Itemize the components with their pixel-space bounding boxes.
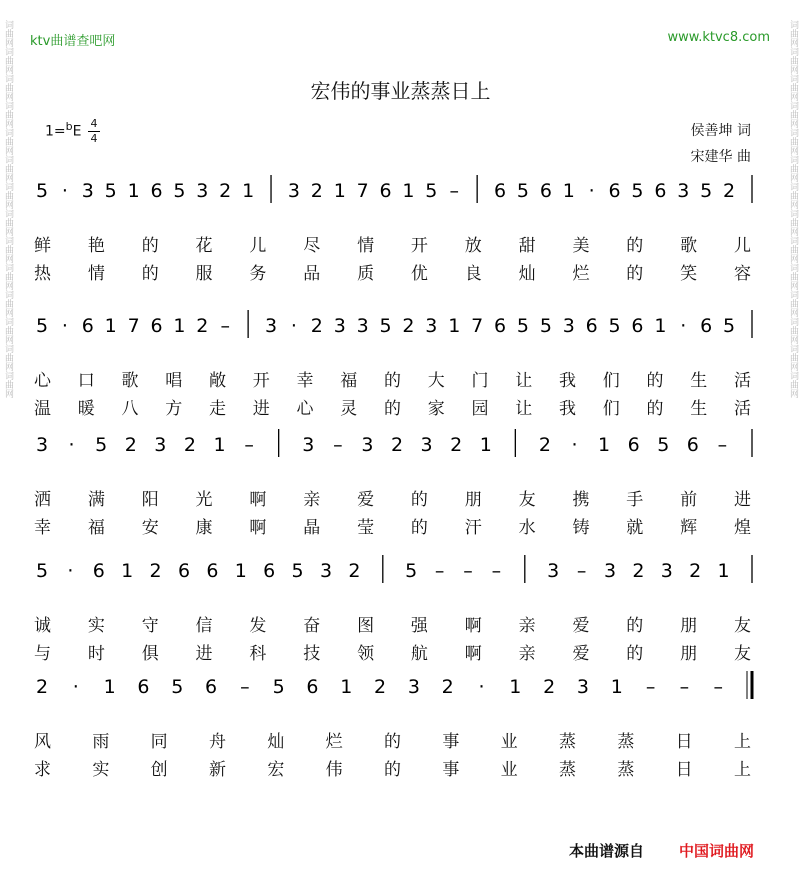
note: –: [463, 560, 473, 582]
note: –: [713, 676, 723, 698]
note: 6: [205, 676, 218, 698]
lyric-char: 业: [500, 760, 518, 780]
note: –: [679, 676, 690, 698]
note: 5: [608, 315, 621, 337]
note: 3: [677, 180, 690, 202]
note: 2: [374, 676, 387, 698]
note: 2: [310, 180, 323, 202]
lyric-char: 活: [734, 371, 751, 391]
note: 2: [390, 434, 404, 456]
lyric-char: 的: [626, 264, 644, 284]
lyric-char: 强: [410, 616, 428, 636]
note: 2: [723, 180, 736, 202]
song-title: 宏伟的事业蒸蒸日上: [310, 79, 491, 103]
lyric-char: 生: [690, 399, 708, 419]
lyric-char: 的: [646, 399, 664, 419]
lyric-char: 创: [150, 760, 168, 780]
lyric-char: 的: [410, 518, 428, 538]
lyric-char: 朋: [680, 644, 698, 664]
note: 5: [405, 560, 418, 582]
lyric-char: 奋: [303, 616, 321, 636]
note: 3: [319, 560, 333, 582]
note: 5: [539, 315, 552, 337]
note: 6: [150, 315, 163, 337]
lyric-char: 安: [141, 518, 159, 538]
note: 3: [356, 315, 369, 337]
note: –: [240, 676, 250, 698]
note: 3: [562, 315, 575, 337]
note: 2: [632, 560, 645, 582]
note: 5: [171, 676, 184, 698]
lyric-char: 灿: [267, 732, 285, 752]
lyric-char: 的: [646, 371, 664, 391]
lyric-char: 啊: [249, 490, 267, 510]
lyric-char: 前: [680, 490, 698, 510]
site-name-left: ktv曲谱查吧网: [30, 34, 116, 49]
lyric-char: 我: [559, 399, 576, 419]
note: 1: [121, 560, 134, 582]
lyric-char: 容: [734, 264, 751, 284]
note: 2: [183, 434, 196, 456]
lyric-char: 活: [734, 399, 751, 419]
lyric-char: 阳: [141, 490, 159, 510]
note: 6: [700, 315, 713, 337]
note: 3: [81, 180, 94, 202]
lyric-char: 的: [141, 264, 159, 284]
note: ·: [72, 676, 79, 698]
lyric-char: 进: [195, 644, 213, 664]
lyric-char: 朋: [680, 616, 698, 636]
time-signature: 4 4: [88, 118, 100, 145]
lyric-char: 的: [384, 399, 401, 419]
lyric-char: 走: [209, 399, 226, 419]
note: 1: [333, 180, 346, 202]
lyric-char: 亲: [303, 490, 321, 510]
note: 1: [448, 315, 461, 337]
lyric-char: 朋: [464, 490, 482, 510]
note: 6: [631, 315, 644, 337]
lyric-char: 新: [209, 760, 226, 780]
lyric-char: 园: [471, 399, 489, 419]
note: –: [244, 434, 254, 456]
lyric-char: 莹: [357, 518, 375, 538]
note: 5: [35, 180, 49, 202]
lyric-char: 情: [87, 264, 105, 284]
note: 5: [173, 180, 186, 202]
lyric-char: 满: [87, 490, 105, 510]
note: 5: [272, 676, 285, 698]
lyric-char: 生: [690, 371, 708, 391]
note: 6: [150, 180, 163, 202]
lyric-char: 口: [77, 371, 95, 391]
note: 1: [127, 180, 140, 202]
lyric-char: 歌: [121, 371, 139, 391]
lyric-char: 诚: [34, 616, 51, 636]
note: 5: [35, 315, 49, 337]
lyric-char: 图: [357, 616, 375, 636]
note: 3: [302, 434, 315, 456]
note: 2: [124, 434, 137, 456]
lyric-char: 美: [572, 236, 590, 256]
lyric-char: 甜: [518, 236, 536, 256]
note: 3: [603, 560, 617, 582]
note: 6: [686, 434, 699, 456]
lyric-char: 啊: [464, 644, 482, 664]
lyric-char: 质: [357, 264, 375, 284]
note: 5: [516, 315, 530, 337]
note: 6: [92, 560, 105, 582]
note: 6: [539, 180, 552, 202]
note: 5: [723, 315, 736, 337]
note: 1: [479, 434, 492, 456]
lyric-char: 事: [442, 732, 460, 752]
note: ·: [571, 434, 578, 456]
note: 1: [173, 315, 186, 337]
lyric-char: 烂: [325, 732, 343, 752]
lyric-char: 福: [340, 371, 358, 391]
note: 7: [471, 315, 484, 337]
lyric-char: 业: [500, 732, 518, 752]
lyric-char: 的: [626, 616, 644, 636]
lyric-char: 领: [357, 644, 375, 664]
lyric-char: 方: [165, 399, 183, 419]
note: 3: [154, 434, 167, 456]
lyric-char: 开: [410, 236, 428, 256]
note: 1: [104, 315, 117, 337]
lyric-char: 的: [626, 644, 644, 664]
lyric-char: 的: [384, 760, 401, 780]
lyric-char: 良: [464, 264, 482, 284]
note: 5: [631, 180, 644, 202]
lyric-char: 热: [34, 264, 51, 284]
lyric-char: 亲: [518, 644, 536, 664]
lyric-char: 汗: [464, 518, 482, 538]
lyric-char: 航: [410, 644, 428, 664]
note: 6: [627, 434, 640, 456]
note: 6: [654, 180, 667, 202]
lyric-char: 煌: [734, 518, 751, 538]
lyric-char: 辉: [680, 518, 698, 538]
lyric-char: 日: [675, 760, 693, 780]
lyric-char: 烂: [572, 264, 590, 284]
lyric-char: 花: [195, 236, 213, 256]
note: 2: [689, 560, 702, 582]
lyric-char: 时: [87, 644, 105, 664]
lyric-char: 啊: [464, 616, 482, 636]
lyric-char: 手: [626, 490, 644, 510]
note: 5: [35, 560, 49, 582]
note: 6: [379, 180, 392, 202]
lyricist-credit: 侯善坤 词: [690, 123, 751, 139]
lyric-char: 爱: [357, 490, 375, 510]
lyric-char: 友: [734, 644, 751, 664]
lyric-char: 务: [249, 264, 267, 284]
lyric-char: 歌: [680, 236, 698, 256]
lyric-char: 心: [34, 371, 51, 391]
lyric-char: 携: [572, 490, 590, 510]
note: 3: [576, 676, 589, 698]
lyric-char: 风: [34, 732, 51, 752]
note: –: [576, 560, 587, 582]
note: 2: [538, 434, 551, 456]
lyric-char: 实: [92, 760, 110, 780]
note: 3: [35, 434, 49, 456]
note: 1: [654, 315, 667, 337]
lyric-char: 儿: [249, 236, 267, 256]
lyric-char: 上: [734, 732, 751, 752]
lyric-char: 门: [471, 371, 489, 391]
note: 3: [264, 315, 278, 337]
note: 6: [494, 315, 507, 337]
note: 6: [585, 315, 598, 337]
lyric-char: 让: [515, 371, 533, 391]
lyric-char: 友: [734, 616, 751, 636]
note: ·: [67, 560, 74, 582]
note: 3: [333, 315, 346, 337]
source-label: 本曲谱源自: [569, 842, 645, 860]
lyric-char: 幸: [34, 518, 51, 538]
lyric-char: 灵: [340, 399, 358, 419]
note: 1: [340, 676, 353, 698]
lyric-char: 鲜: [34, 236, 51, 256]
note: 1: [509, 676, 522, 698]
note: 6: [494, 180, 507, 202]
lyric-char: 与: [34, 644, 51, 664]
lyric-char: 洒: [34, 490, 51, 510]
note: 5: [291, 560, 304, 582]
note: 3: [361, 434, 374, 456]
note: 2: [310, 315, 323, 337]
note: 2: [35, 676, 49, 698]
lyric-char: 的: [410, 490, 428, 510]
lyric-char: 暖: [77, 399, 95, 419]
note: –: [449, 180, 460, 202]
lyric-char: 情: [357, 236, 375, 256]
note: ·: [588, 180, 595, 202]
note: ·: [290, 315, 297, 337]
note: 7: [127, 315, 140, 337]
lyric-char: 开: [252, 371, 270, 391]
lyric-char: 就: [626, 518, 644, 538]
note: 6: [263, 560, 276, 582]
lyric-char: 艳: [87, 236, 105, 256]
lyric-char: 家: [427, 399, 445, 419]
lyric-char: 伟: [325, 760, 343, 780]
lyric-char: 儿: [734, 236, 751, 256]
note: 1: [598, 434, 611, 456]
right-watermark-strip: 词曲网词曲网词曲网词曲网词曲网词曲网词曲网词曲网词曲网词曲网词曲网词曲网词曲网词曲网: [788, 20, 798, 398]
note: 2: [219, 180, 232, 202]
lyric-char: 的: [141, 236, 159, 256]
lyric-char: 优: [410, 264, 428, 284]
lyric-char: 的: [384, 371, 401, 391]
lyric-char: 晶: [303, 518, 321, 538]
note: 2: [402, 315, 415, 337]
lyric-char: 让: [515, 399, 533, 419]
lyric-char: 的: [384, 732, 401, 752]
lyric-char: 品: [303, 264, 321, 284]
note: 5: [379, 315, 392, 337]
note: 1: [402, 180, 415, 202]
note: 3: [287, 180, 300, 202]
lyric-char: 水: [518, 518, 536, 538]
lyric-char: 实: [87, 616, 105, 636]
lyric-char: 铸: [572, 518, 590, 538]
note: 1: [562, 180, 575, 202]
note: 5: [657, 434, 670, 456]
lyric-char: 服: [195, 264, 213, 284]
lyric-char: 蒸: [559, 732, 576, 752]
note: 6: [306, 676, 319, 698]
lyric-char: 灿: [518, 264, 536, 284]
note: 7: [356, 180, 369, 202]
note: ·: [61, 180, 68, 202]
note: 5: [95, 434, 108, 456]
note: 1: [717, 560, 730, 582]
lyric-char: 笑: [680, 264, 698, 284]
note: 1: [213, 434, 226, 456]
note: 3: [196, 180, 209, 202]
lyric-char: 蒸: [617, 760, 635, 780]
left-watermark-strip: 词曲网词曲网词曲网词曲网词曲网词曲网词曲网词曲网词曲网词曲网词曲网词曲网词曲网词曲网: [3, 20, 13, 398]
note: 3: [420, 434, 433, 456]
lyric-char: 心: [296, 399, 314, 419]
lyric-char: 光: [195, 490, 213, 510]
note: 3: [547, 560, 560, 582]
lyric-char: 亲: [518, 616, 536, 636]
note: ·: [478, 676, 485, 698]
note: 1: [242, 180, 255, 202]
lyric-char: 雨: [92, 732, 110, 752]
lyric-char: 求: [34, 760, 51, 780]
lyric-char: 蒸: [617, 732, 635, 752]
note: –: [491, 560, 502, 582]
lyric-char: 的: [626, 236, 644, 256]
lyric-char: 尽: [303, 236, 321, 256]
lyric-char: 们: [602, 371, 620, 391]
note: 5: [516, 180, 530, 202]
note: –: [333, 434, 343, 456]
lyric-char: 啊: [249, 518, 267, 538]
lyric-char: 康: [195, 518, 213, 538]
note: 2: [196, 315, 209, 337]
lyric-char: 爱: [572, 616, 590, 636]
note: 1: [610, 676, 623, 698]
note: ·: [61, 315, 68, 337]
lyric-char: 爱: [572, 644, 590, 664]
lyric-char: 八: [121, 399, 139, 419]
lyric-char: 进: [252, 399, 270, 419]
lyric-char: 进: [734, 490, 751, 510]
lyric-char: 放: [464, 236, 482, 256]
lyric-char: 上: [734, 760, 751, 780]
note: 5: [425, 180, 438, 202]
note: 2: [348, 560, 361, 582]
lyric-char: 福: [87, 518, 105, 538]
lyric-char: 唱: [165, 371, 183, 391]
note: 1: [103, 676, 116, 698]
lyric-char: 温: [34, 399, 51, 419]
lyric-char: 信: [195, 616, 213, 636]
note: 1: [234, 560, 247, 582]
note: 5: [104, 180, 117, 202]
note: 2: [543, 676, 556, 698]
note: 3: [407, 676, 420, 698]
lyric-char: 同: [150, 732, 168, 752]
note: 6: [608, 180, 621, 202]
lyric-char: 们: [602, 399, 620, 419]
lyric-char: 发: [249, 616, 267, 636]
lyric-char: 蒸: [559, 760, 576, 780]
lyric-char: 我: [559, 371, 576, 391]
note: 2: [149, 560, 162, 582]
key-signature: 1=$^b$E: [45, 120, 82, 140]
note: 5: [700, 180, 713, 202]
note: –: [645, 676, 656, 698]
note: 6: [177, 560, 191, 582]
note: –: [220, 315, 230, 337]
source-site-name[interactable]: 中国词曲网: [679, 842, 755, 860]
note: ·: [680, 315, 687, 337]
lyric-char: 事: [442, 760, 460, 780]
lyric-char: 舟: [209, 732, 226, 752]
lyric-char: 俱: [141, 644, 159, 664]
note: 6: [81, 315, 94, 337]
lyric-char: 友: [518, 490, 536, 510]
lyric-char: 技: [303, 644, 321, 664]
note: –: [434, 560, 445, 582]
note: 2: [450, 434, 463, 456]
lyric-char: 大: [427, 371, 445, 391]
note: –: [717, 434, 728, 456]
note: ·: [68, 434, 75, 456]
lyric-char: 敞: [209, 371, 226, 391]
lyric-char: 幸: [296, 371, 314, 391]
note: 3: [660, 560, 673, 582]
lyric-char: 守: [141, 616, 159, 636]
lyric-char: 科: [249, 644, 267, 664]
lyric-char: 宏: [267, 760, 285, 780]
composer-credit: 宋建华 曲: [690, 149, 751, 165]
note: 2: [441, 676, 454, 698]
site-url-right: www.ktvc8.com: [667, 30, 770, 45]
note: 6: [206, 560, 219, 582]
note: 3: [425, 315, 438, 337]
note: 6: [137, 676, 150, 698]
lyric-char: 日: [675, 732, 693, 752]
